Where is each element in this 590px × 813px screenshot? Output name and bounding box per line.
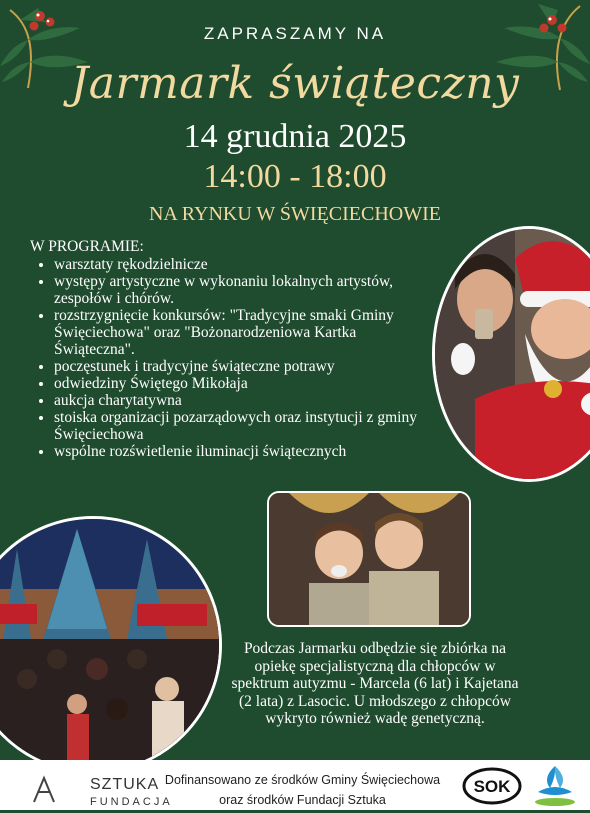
program-item: • rozstrzygnięcie konkursów: "Tradycyjne smaki Gminy Święciechowa" oraz "Bożonarodzeniowa Kartka Świąteczna". bbox=[54, 307, 430, 358]
program-item: • aukcja charytatywna bbox=[54, 392, 430, 409]
invite-line: ZAPRASZAMY NA bbox=[203, 24, 387, 43]
sztuka-subtitle: FUNDACJA bbox=[90, 796, 173, 808]
program-item: • stoiska organizacji pozarządowych oraz instytucji z gminy Święciechowa bbox=[54, 409, 430, 443]
program-section bbox=[30, 238, 430, 460]
funding-line-1: Dofinansowano ze środków Gminy Święciechowa bbox=[164, 773, 441, 787]
sztuka-mark-icon bbox=[30, 774, 58, 804]
children-photo bbox=[267, 491, 471, 627]
fundraiser-appeal: Podczas Jarmarku odbędzie się zbiórka na opiekę specjalistyczną dla chłopców w spektrum autyzmu - Marcela (6 lat) i Kajetana (2 lata) z Lasocic. U młodszego z chłopców wykryto również wadę genetyczną. bbox=[231, 640, 519, 727]
funding-line-2: oraz środków Fundacji Sztuka bbox=[219, 793, 386, 807]
sztuka-name: SZTUKA bbox=[90, 776, 160, 793]
program-item: • występy artystyczne w wykonaniu lokalnych artystów, zespołów i chórów. bbox=[54, 273, 430, 307]
gmina-logo bbox=[530, 762, 580, 808]
santa-photo bbox=[432, 226, 590, 482]
program-item: • odwiedziny Świętego Mikołaja bbox=[54, 375, 430, 392]
sok-logo-text: SOK bbox=[473, 777, 511, 796]
program-item: • warsztaty rękodzielnicze bbox=[54, 256, 430, 273]
santa-illustration bbox=[435, 229, 590, 479]
program-list bbox=[30, 256, 430, 460]
event-place: NA RYNKU W ŚWIĘCIECHOWIE bbox=[148, 203, 442, 225]
footer bbox=[0, 760, 590, 810]
program-heading: W PROGRAMIE: bbox=[30, 238, 144, 255]
children-illustration bbox=[269, 493, 469, 625]
christmas-market-photo bbox=[0, 516, 222, 760]
market-illustration bbox=[0, 519, 219, 760]
funding-note bbox=[160, 770, 445, 810]
event-title: Jarmark świąteczny bbox=[70, 58, 520, 109]
program-item: • wspólne rozświetlenie iluminacji świątecznych bbox=[54, 443, 430, 460]
event-time: 14:00 - 18:00 bbox=[203, 158, 387, 195]
event-date: 14 grudnia 2025 bbox=[183, 118, 407, 155]
program-item: • poczęstunek i tradycyjne świąteczne potrawy bbox=[54, 358, 430, 375]
sztuka-logo bbox=[30, 770, 173, 808]
sok-logo bbox=[462, 766, 522, 806]
